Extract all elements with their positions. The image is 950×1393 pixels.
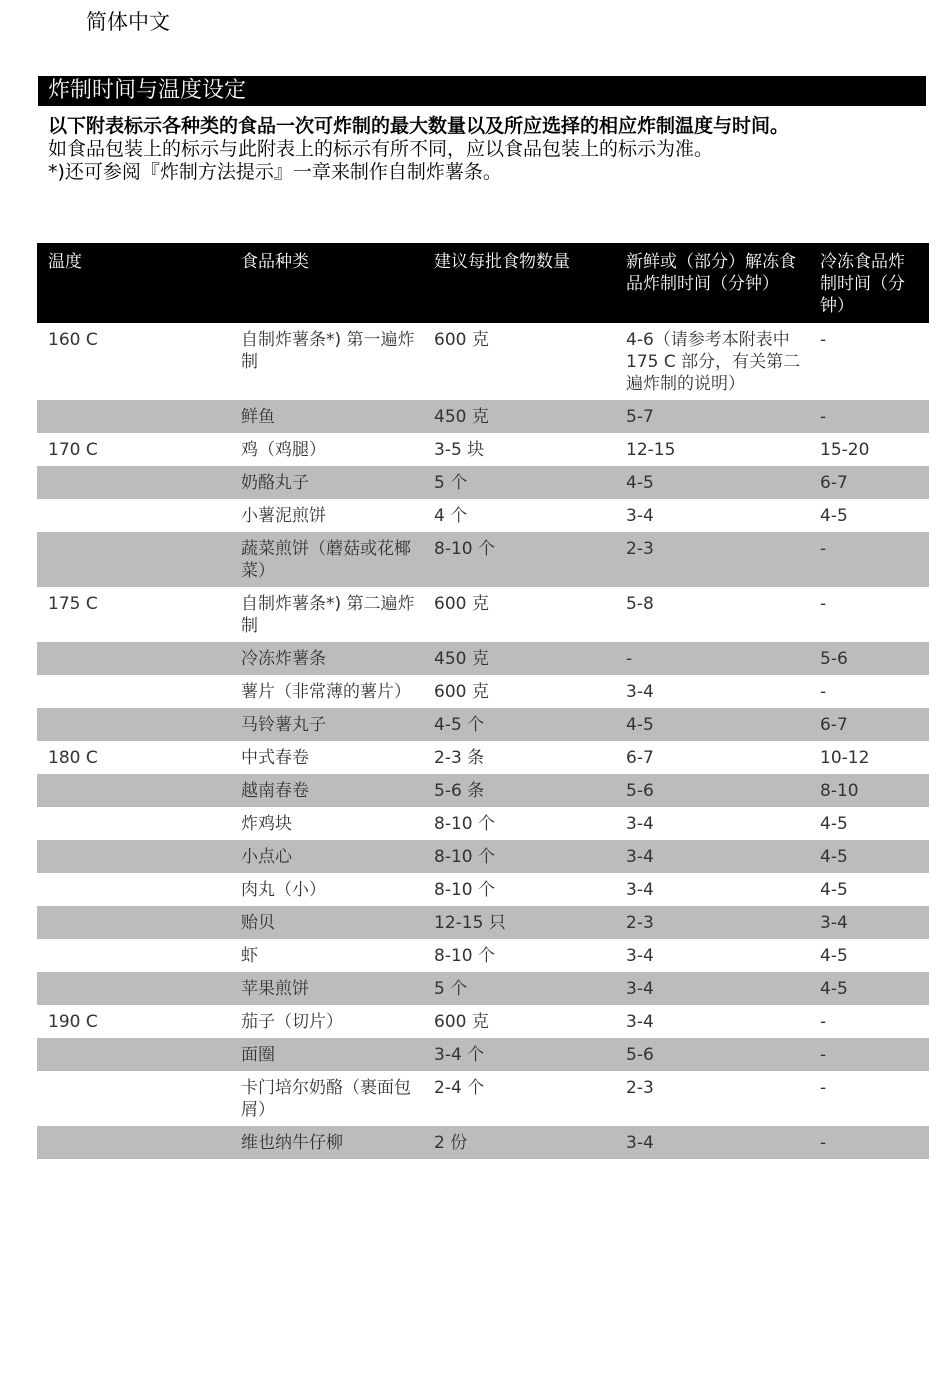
frozen-time-cell: - [809,532,929,587]
fresh-time-cell: 6-7 [626,748,654,768]
temperature-cell [37,400,230,433]
frozen-time-cell: 10-12 [820,748,870,768]
quantity-cell: 4-5 个 [423,708,615,741]
quantity-cell: 600 克 [434,1012,489,1032]
fresh-time-cell: 3-4 [615,840,809,873]
temperature-cell [37,499,230,532]
table-row [37,774,929,807]
temperature-cell: 170 C [48,440,98,460]
food-type-cell: 茄子（切片） [241,1012,343,1032]
quantity-cell: 5 个 [423,972,615,1005]
temperature-cell [37,1071,230,1126]
food-type-cell: 薯片（非常薄的薯片） [241,682,411,702]
temperature-cell: 160 C [48,330,98,350]
frozen-time-cell: - [820,1078,827,1098]
quantity-cell: 8-10 个 [423,840,615,873]
frozen-time-cell: 4-5 [809,840,929,873]
table-row [37,840,929,873]
quantity-cell: 450 克 [423,642,615,675]
table-row [37,1071,929,1126]
fresh-time-cell: 5-6 [615,1038,809,1071]
table-row [37,466,929,499]
table-row [37,1038,929,1071]
fresh-time-cell: 2-3 [615,906,809,939]
frozen-time-cell: 6-7 [809,708,929,741]
fresh-time-cell: 12-15 [626,440,676,460]
fresh-time-cell: 5-7 [615,400,809,433]
temperature-cell [37,840,230,873]
fresh-time-cell: 2-3 [615,532,809,587]
frozen-time-cell: - [820,682,827,702]
frozen-time-cell: 4-5 [809,972,929,1005]
table-row [37,873,929,906]
fresh-time-cell: 3-4 [626,506,654,526]
frozen-time-cell: - [809,1126,929,1159]
temperature-cell [37,972,230,1005]
quantity-cell: 3-4 个 [423,1038,615,1071]
quantity-cell: 600 克 [434,682,489,702]
language-label: 简体中文 [86,10,170,34]
fresh-time-cell: 3-4 [615,1126,809,1159]
fresh-time-cell: 3-4 [626,682,654,702]
section-title: 炸制时间与温度设定 [38,76,926,106]
table-row [37,532,929,587]
table-row [37,323,929,400]
quantity-cell: 12-15 只 [423,906,615,939]
column-header: 新鲜或（部分）解冻食品炸制时间（分钟） [615,243,809,323]
quantity-cell: 8-10 个 [423,532,615,587]
food-type-cell: 中式春卷 [241,748,309,768]
table-row [37,642,929,675]
quantity-cell: 5-6 条 [423,774,615,807]
table-row [37,741,929,774]
temperature-cell [37,1038,230,1071]
quantity-cell: 2-3 条 [434,748,485,768]
food-type-cell: 虾 [241,946,258,966]
quantity-cell: 2 份 [423,1126,615,1159]
temperature-cell [37,873,230,906]
table-row [37,939,929,972]
table-header-row [37,243,929,323]
table-row [37,972,929,1005]
food-type-cell: 鸡（鸡腿） [241,440,326,460]
column-header: 食品种类 [230,243,423,323]
temperature-cell [37,807,230,840]
food-type-cell: 马铃薯丸子 [230,708,423,741]
frozen-time-cell: 4-5 [820,814,848,834]
food-type-cell: 小薯泥煎饼 [241,506,326,526]
fresh-time-cell: 3-4 [626,1012,654,1032]
temperature-cell [37,1126,230,1159]
fresh-time-cell: 5-8 [626,594,654,614]
quantity-cell: 5 个 [423,466,615,499]
food-type-cell: 卡门培尔奶酪（裹面包屑） [241,1078,411,1120]
frozen-time-cell: 8-10 [809,774,929,807]
quantity-cell: 600 克 [434,330,489,350]
temperature-cell: 180 C [48,748,98,768]
fresh-time-cell: 5-6 [615,774,809,807]
table-row [37,708,929,741]
frozen-time-cell: 4-5 [820,880,848,900]
temperature-cell [37,466,230,499]
fresh-time-cell: 3-4 [615,972,809,1005]
food-type-cell: 苹果煎饼 [230,972,423,1005]
frozen-time-cell: 15-20 [820,440,870,460]
quantity-cell: 3-5 块 [434,440,485,460]
quantity-cell: 2-4 个 [434,1078,485,1098]
column-header: 温度 [37,243,230,323]
food-type-cell: 小点心 [230,840,423,873]
table-row [37,587,929,642]
fresh-time-cell: 3-4 [626,880,654,900]
fresh-time-cell: 3-4 [626,946,654,966]
frozen-time-cell: - [820,594,827,614]
temperature-cell [37,939,230,972]
frozen-time-cell: - [809,400,929,433]
table-row [37,433,929,466]
table-body [37,323,929,1159]
frozen-time-cell: 4-5 [820,946,848,966]
temperature-cell [37,906,230,939]
table-row [37,499,929,532]
food-type-cell: 自制炸薯条*) 第一遍炸制 [241,330,415,372]
fresh-time-cell: 4-6（请参考本附表中 175 C 部分，有关第二遍炸制的说明） [626,330,801,394]
temperature-cell: 190 C [48,1012,98,1032]
frozen-time-cell: 4-5 [820,506,848,526]
quantity-cell: 8-10 个 [434,814,495,834]
table-row [37,675,929,708]
food-type-cell: 冷冻炸薯条 [230,642,423,675]
frozen-time-cell: 6-7 [809,466,929,499]
food-type-cell: 面圈 [230,1038,423,1071]
fresh-time-cell: 4-5 [615,466,809,499]
food-type-cell: 维也纳牛仔柳 [230,1126,423,1159]
fresh-time-cell: 3-4 [626,814,654,834]
frozen-time-cell: 3-4 [809,906,929,939]
intro-note-1: 如食品包装上的标示与此附表上的标示有所不同，应以食品包装上的标示为准。 [48,138,714,160]
frying-time-table [37,243,929,1159]
frozen-time-cell: - [820,1012,827,1032]
temperature-cell [37,642,230,675]
frozen-time-cell: - [820,330,827,350]
intro-note-2: *)还可参阅『炸制方法提示』一章来制作自制炸薯条。 [48,161,502,183]
quantity-cell: 8-10 个 [434,880,495,900]
temperature-cell [37,708,230,741]
food-type-cell: 肉丸（小） [241,880,326,900]
temperature-cell [37,774,230,807]
frozen-time-cell: - [809,1038,929,1071]
quantity-cell: 450 克 [423,400,615,433]
table-row [37,906,929,939]
quantity-cell: 600 克 [434,594,489,614]
column-header: 建议每批食物数量 [423,243,615,323]
intro-text [48,115,918,184]
table-row [37,1005,929,1038]
food-type-cell: 鲜鱼 [230,400,423,433]
temperature-cell [37,532,230,587]
temperature-cell: 175 C [48,594,98,614]
fresh-time-cell: 4-5 [615,708,809,741]
temperature-cell [37,675,230,708]
quantity-cell: 4 个 [434,506,468,526]
food-type-cell: 炸鸡块 [241,814,292,834]
column-header: 冷冻食品炸制时间（分钟） [809,243,929,323]
food-type-cell: 奶酪丸子 [230,466,423,499]
quantity-cell: 8-10 个 [434,946,495,966]
intro-bold-paragraph: 以下附表标示各种类的食品一次可炸制的最大数量以及所应选择的相应炸制温度与时间。 [48,115,790,137]
table-row [37,1126,929,1159]
food-type-cell: 越南春卷 [230,774,423,807]
table-row [37,807,929,840]
table-row [37,400,929,433]
frozen-time-cell: 5-6 [809,642,929,675]
food-type-cell: 贻贝 [230,906,423,939]
food-type-cell: 自制炸薯条*) 第二遍炸制 [241,594,415,636]
fresh-time-cell: - [615,642,809,675]
food-type-cell: 蔬菜煎饼（蘑菇或花椰菜） [230,532,423,587]
fresh-time-cell: 2-3 [626,1078,654,1098]
